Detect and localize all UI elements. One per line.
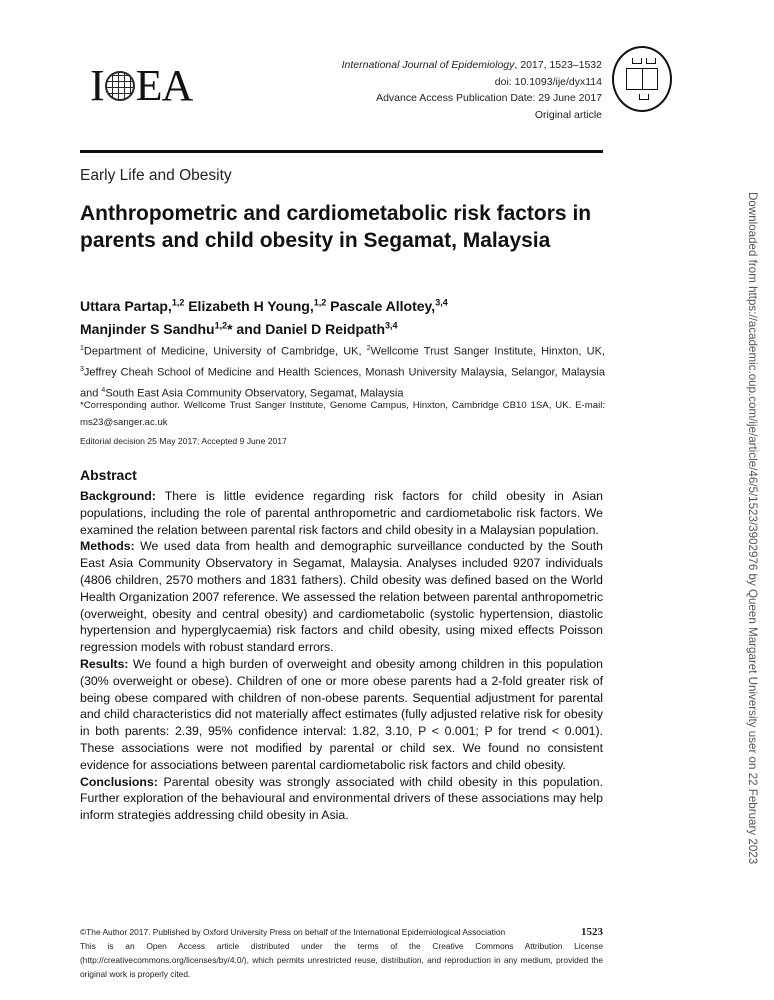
affiliations: $^1$Department of Medicine, University of Cambridge, UK, $^2$Wellcome Trust Sanger Institute, Hinxton, UK, $^3$Jeffrey Cheah School of Medicine and Health Sciences, Monash University Malaysia, Selangor, Malaysia and $^4$South East Asia Community Observatory, Segamat, Malaysia [80, 345, 605, 400]
editorial-dates: Editorial decision 25 May 2017; Accepted 9 June 2017 [80, 436, 287, 446]
author[interactable]: * and Daniel D Reidpath$^{3,4}$ [227, 320, 398, 338]
author[interactable]: Pascale Allotey,$^{3,4}$ [326, 297, 448, 314]
globe-icon [105, 71, 135, 101]
abstract-background: Background: There is little evidence regarding risk factors for child obesity in Asian populations, including the role of parental anthropometric and cardiometabolic risk factors. We examined the relation between parental risk factors and child obesity in a Malaysian population. [80, 489, 603, 537]
section-label: Early Life and Obesity [80, 167, 232, 184]
author[interactable]: Uttara Partap,$^{1,2}$ [80, 297, 185, 314]
publication-date: Advance Access Publication Date: 29 June 2017 [376, 92, 602, 104]
page-footer [80, 925, 603, 981]
abstract-body [80, 488, 603, 824]
journal-name: International Journal of Epidemiology [341, 59, 515, 71]
abstract-heading: Abstract [80, 467, 137, 483]
author[interactable]: Elizabeth H Young,$^{1,2}$ [184, 297, 327, 314]
author[interactable]: Manjinder S Sandhu$^{1,2}$ [80, 320, 228, 338]
abstract-methods: Methods: We used data from health and demographic surveillance conducted by the South East Asia Community Observatory in Segamat, Malaysia. Analyses included 9207 individuals (4806 children, 2570 mothers and 1831 fathers). Child obesity was defined based on the World Health Organization 2007 reference. We assessed the relation between parental anthropometric (overweight, obesity and central obesity) and cardiometabolic (systolic hypertension, diastolic hypertension and hyperglycaemia) risk factors and child obesity, using mixed effects Poisson regression models with robust standard errors. [80, 539, 603, 655]
header-rule [80, 150, 603, 153]
download-watermark: Downloaded from https://academic.oup.com/ije/article/46/5/1523/3902976 by Queen Margaret University user on 22 February 2023 [746, 192, 759, 865]
license-text[interactable]: This is an Open Access article distributed under the terms of the Creative Commons Attribution License (http://creativecommons.org/licenses/by/4.0/), which permits unrestricted reuse, distribution, and reproduction in any medium, provided the original work is properly cited. [80, 941, 603, 979]
ieа-logo [90, 61, 193, 110]
copyright: ©The Author 2017. Published by Oxford University Press on behalf of the International Epidemiological Association [80, 927, 506, 937]
crown-icon [646, 58, 656, 64]
oxford-seal-icon [612, 46, 672, 112]
crown-icon [632, 58, 642, 64]
logo-letters-ea: EA [135, 61, 193, 110]
author-list [80, 292, 620, 339]
journal-meta [342, 57, 602, 123]
corresponding-author: *Corresponding author. Wellcome Trust Sanger Institute, Genome Campus, Hinxton, Cambridge CB10 1SA, UK. E-mail: ms23@sanger.ac.uk [80, 400, 605, 428]
page-number: 1523 [581, 926, 603, 938]
logo-letter-i: I [90, 61, 104, 110]
journal-volume-pages: , 2017, 1523–1532 [514, 59, 602, 71]
abstract-results: Results: We found a high burden of overweight and obesity among children in this population (30% overweight or obese). Children of one or more obese parents had a 2-fold greater risk of being obese compared with children of non-obese parents. Sequential adjustment for parental and child characteristics did not materially affect estimates (fully adjusted relative risk for obesity in both parents: 2.39, 95% confidence interval: 1.82, 3.10, P < 0.001; P for trend < 0.001). These associations were not modified by parental or child sex. We found no consistent evidence for associations between parental cardiometabolic risk factors and child obesity. [80, 656, 603, 772]
book-icon [626, 68, 658, 90]
abstract-conclusions: Conclusions: Parental obesity was strongly associated with child obesity in this population. Further exploration of the behavioural and environmental drivers of these associations may help inform strategies addressing child obesity in Asia. [80, 774, 603, 823]
doi: doi: 10.1093/ije/dyx114 [494, 75, 602, 88]
article-title: Anthropometric and cardiometabolic risk factors in parents and child obesity in Segamat, Malaysia [80, 202, 592, 252]
crown-icon [639, 94, 649, 100]
article-type: Original article [534, 108, 602, 121]
